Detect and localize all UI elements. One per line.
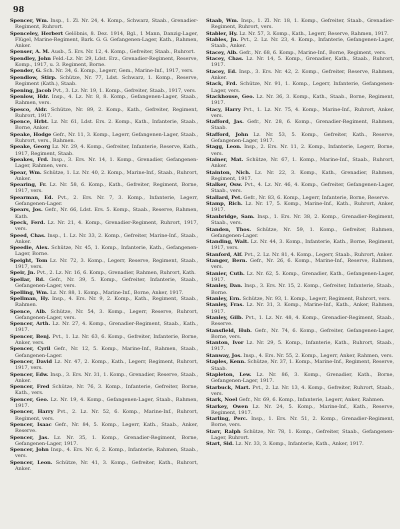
entry-details: Gefr., Nr. 39, 5. Komp., Gefreiter, Infanterie, Staab., Gefangenen-Lager, vers. xyxy=(15,276,198,290)
list-entry xyxy=(10,220,198,232)
entry-name: Stacey, Alb. xyxy=(206,49,238,56)
entry-name: Speedie, Alex. xyxy=(10,245,50,252)
entry-details: Lz. Nr. 19, 4. Komp., Gefangenen-Lager, Staab., Rahmen, 1917. xyxy=(15,396,198,410)
list-entry xyxy=(10,359,198,371)
list-entry xyxy=(10,88,198,94)
list-entry xyxy=(206,328,394,340)
list-entry xyxy=(10,258,198,270)
entry-details: Pvt., 1. Lz. Nr. 63, 6. Komp., Gefreiter, Infanterie, Borne, Anker, vers. xyxy=(15,333,198,346)
entry-details: Lz. Nr. 33, 3. Komp., Infanterie, Kath., Anker, 1917. xyxy=(235,441,364,448)
list-entry xyxy=(206,385,394,397)
entry-details: Insp., 1. Ers. Nr. 38, 2. Komp., Grenadier-Regiment, Staab., vers. xyxy=(211,213,394,227)
list-entry xyxy=(206,69,394,81)
entry-details: Insp., 1. Ers. Nr. 51, 2. Komp., Grenadier-Regiment, Borne, vers. xyxy=(211,416,394,429)
entry-details: Lz. Nr. 35, 1. Komp., Grenadier-Regiment, Borne, Gefangenen-Lager, 1917. xyxy=(15,434,198,447)
entry-name: Spencer, Harry xyxy=(10,409,54,416)
entry-name: Starling, Perc. xyxy=(206,416,248,423)
entry-name: Spellman, Hy. xyxy=(10,296,50,302)
entry-details: Pvt., 2. Ers. Nr. 7, 3. Komp., Infanterie, Legerr, Gefangenen-Lager. xyxy=(15,194,198,207)
entry-name: Speight, Tom xyxy=(10,257,48,264)
entry-name: Speir, Jn. xyxy=(10,270,36,277)
entry-name: Spendlow, Stirp. xyxy=(10,74,57,81)
entry-name: Speakes, Frd. xyxy=(10,157,49,163)
entry-details: Lz. Nr. 57, 3. Komp., Kath., Legerr, Reserve, Rahmen, 1917. xyxy=(239,30,389,37)
list-entry xyxy=(10,447,198,459)
entry-details: Pvt., 1. Lz. Nr. 48, 4. Komp., Grenadier-Regiment, Staab., Reserve. xyxy=(211,315,394,328)
entry-details: Insp., 4. Ers. Nr. 6, 2. Komp., Infanterie, Rahmen, Staab., vers. xyxy=(15,447,198,460)
entry-name: Stanway, Jos. xyxy=(206,352,242,359)
right-column xyxy=(206,18,394,526)
list-entry xyxy=(10,195,198,207)
entry-name: Spence, Hrbt. xyxy=(10,119,49,126)
list-entry xyxy=(206,397,394,403)
list-entry xyxy=(206,441,394,447)
entry-details: Feld.-Lz. Nr. 29, Ldst. Erz., Grenadier-Regiment, Reserve, Komp., 1917, u. 3. Regiment, Borne. xyxy=(15,55,198,68)
entry-name: Stanley, Fras. xyxy=(206,302,244,309)
list-entry xyxy=(10,182,198,194)
entry-name: Spencer, Cyril xyxy=(10,346,51,353)
entry-name: Stanbridge, Sam. xyxy=(206,213,255,220)
list-entry xyxy=(10,49,198,55)
entry-name: Speed, Chas. xyxy=(10,232,46,239)
entry-details: Insp., 2. Ers. Nr. 11, 2. Komp., Infanterie, Legerr, Borne, vers. xyxy=(211,144,394,157)
list-entry xyxy=(206,31,394,37)
entry-name: Stamp, Rich. xyxy=(206,201,243,208)
entry-name: Stabler, Hy. xyxy=(206,30,238,37)
entry-name: Stansfield, Hub. xyxy=(206,327,252,334)
entry-name: Spesco, Aldr. xyxy=(10,106,48,113)
entry-details: Lz. Nr. 29, 5. Komp., Infanterie, Kath., Ruhrort, Staab., 1917. xyxy=(211,340,394,353)
entry-name: Spening, Jacob xyxy=(10,87,52,94)
entry-name: Spencer, Fred xyxy=(10,384,50,391)
entry-name: Start, Sid. xyxy=(206,441,234,448)
entry-details: Pvt., 2. Lz. Nr. 52, 6. Komp., Marine-Inf., Ruhrort, Regiment, vers. xyxy=(15,409,198,422)
entry-name: Stafford, John xyxy=(206,131,249,138)
entry-name: Speake, Georg xyxy=(10,144,51,151)
entry-details: Insp., 4. Lz. Nr. 8, 8. Komp., Gefangenen-Lager, Staab., Rahmen, vers. xyxy=(15,93,198,107)
list-entry xyxy=(206,50,394,56)
entry-name: Stacey, Ed. xyxy=(206,68,237,75)
entry-name: Spencer, David xyxy=(10,359,52,366)
entry-details: Lz. Nr. 86, 3. Komp., Grenadier, Kath., Borne, Gefangenen-Lager, 1917. xyxy=(211,371,394,385)
list-entry xyxy=(206,182,394,194)
entry-name: Spenlow, Hdr. xyxy=(10,93,50,100)
entry-name: Stanger, Bern. xyxy=(206,258,248,265)
entry-details: Lz. Nr. 27, 4. Komp., Grenadier-Regiment, Staab., Kath., 1917. xyxy=(15,321,198,334)
entry-name: Speake, Hodge xyxy=(10,131,52,138)
list-entry xyxy=(206,302,394,314)
list-entry xyxy=(10,372,198,384)
entry-details: Pvt., 3. Lz. Nr. 19, 1. Komp., Gefreiter, Staab., 1917, vers. xyxy=(52,87,197,94)
entry-name: Stacey, Chas. xyxy=(206,56,244,63)
list-entry xyxy=(206,214,394,226)
entry-name: Staples, Kenn. xyxy=(206,359,246,366)
list-entry xyxy=(206,227,394,239)
entry-details: Schütze, Nr. 76, 3. Komp., Infanterie, Gefreiter, Borne, Kath., vers. xyxy=(15,384,198,397)
list-entry xyxy=(10,397,198,409)
entry-name: Spellar, Rd. xyxy=(10,276,45,283)
entry-name: Stalker, Osw. xyxy=(206,182,243,189)
entry-details: Gelöbnis, 8. Dez. 1914, Bgl., 1 Mann, Danzig-Lager, Flügel, Marine-Regiment, Bark. G. G. Gefangenen-Lager, Kath., Rahmen, Anker. xyxy=(15,30,198,49)
entry-details: Insp., 1. Zl. Nr. 18, 1. Komp., Gefreiter, Staab., Grenadier-Regiment, Ruhrort, vers. xyxy=(211,18,394,31)
entry-details: Insp., 1. Lz. Nr. 33, 2. Komp., Gefreiter, Marine-Inf., Staab., Anker. xyxy=(15,232,198,245)
list-entry xyxy=(206,239,394,251)
entry-name: Stack, Frd. xyxy=(206,81,238,88)
entry-details: Gefr., Nr. 69, 6. Komp., Infanterie, Legerr, Anker, Rahmen. xyxy=(238,397,385,404)
entry-details: Lz. Nr. 21, 4. Komp., Grenadier-Regiment, Ruhrort, 1917, vers. xyxy=(15,220,198,233)
list-entry xyxy=(206,258,394,270)
entry-name: Stanley, Dan. xyxy=(206,283,243,290)
list-entry xyxy=(206,107,394,119)
entry-name: Spearing, Fr. xyxy=(10,182,47,189)
entry-name: Spelling, Wm. xyxy=(10,289,49,296)
entry-details: Insp., 3. Ers. Nr. 15, 2. Komp., Gefreiter, Infanterie, Staab., Borne. xyxy=(211,283,394,296)
entry-details: Gefr., Nr. 66, Ldst. Ers. 5. Komp., Staab., Reserve, Rahmen, Kath. xyxy=(15,207,198,220)
entry-details: Lz. Nr. 58, 6. Komp., Kath., Gefreiter, Regiment, Borne, 1917, vers. xyxy=(15,182,198,195)
list-entry xyxy=(206,252,394,258)
entry-details: Schütze, Nr. 67, 1. Komp., Marine-Inf., Staab., Ruhrort, Anker. xyxy=(211,157,394,170)
entry-details: Pvt., 4. Lz. Nr. 46, 4. Komp., Gefreiter, Gefangenen-Lager, Staab., vers. xyxy=(211,182,394,195)
list-entry xyxy=(206,195,394,201)
entry-details: Schütze, Nr. 45, 1. Komp., Infanterie, Kath., Gefangenen-Lager, Borne. xyxy=(15,245,198,258)
list-entry xyxy=(10,56,198,68)
entry-details: Lz. Nr. 29, 4. Komp., Gefreiter, Infanterie, Reserve, Kath., 1917, Regiment, Staab. xyxy=(15,144,198,157)
entry-name: Spencer, Jas. xyxy=(10,434,49,441)
list-entry xyxy=(10,107,198,119)
list-entry xyxy=(10,68,198,74)
entry-details: Sch. Nr. 34, 6. Komp., Legerr, Gem., Marine-Inf., 1917, vers. xyxy=(43,68,194,75)
entry-details: Insp., 4. Ers. Nr. 55, 2. Komp., Legerr, Anker, Rahmen, vers. xyxy=(243,352,394,359)
list-entry xyxy=(206,283,394,295)
list-entry xyxy=(206,132,394,144)
entry-name: Standing, Walt. xyxy=(206,239,249,246)
list-entry xyxy=(10,144,198,156)
entry-name: Spencer, Edw. xyxy=(10,371,49,378)
entry-details: Lz. Nr. 36, 3. Komp., Kath., Staab., Borne, Regiment, 1917. xyxy=(211,93,394,107)
entry-name: Spenceley, Herbert xyxy=(10,30,63,37)
entry-details: Schütze, Nr. 77, Ldst. Schwarz, 1. Komp., Reserve, Regiment (Kath.), Staab. xyxy=(15,74,198,88)
list-entry xyxy=(206,416,394,428)
list-entry xyxy=(10,170,198,182)
entry-name: Stables, Jn. xyxy=(206,37,239,44)
entry-details: Lz. Nr. 22, 3. Komp., Kath., Grenadier, Rahmen, Regiment, 1917. xyxy=(211,169,394,182)
list-entry xyxy=(206,37,394,49)
list-entry xyxy=(206,372,394,384)
list-entry xyxy=(10,321,198,333)
entry-name: Stackhouse, Geo. xyxy=(206,93,255,100)
list-entry xyxy=(206,94,394,106)
entry-details: Schütze, Nr. 37, 1. Komp., Marine-Inf., Regiment, Reserve, Staab. xyxy=(211,359,394,372)
entry-name: Stagg, Leon. xyxy=(206,144,242,151)
entry-details: Pvt., 2. Lz. Nr. 16, 6. Komp., Grenadier, Rahmen, Ruhrort, Kath. xyxy=(36,270,196,277)
entry-details: Lz. Nr. 72, 3. Komp., Legerr, Reserve, Regiment, Staab., 1917, vers. xyxy=(15,257,198,271)
list-entry xyxy=(206,18,394,30)
entry-name: Spears, Jos. xyxy=(10,207,43,214)
entry-details: Insp., 3. Ers. Nr. 42, 2. Komp., Gefreiter, Reserve, Rahmen, Anker. xyxy=(211,68,394,81)
entry-details: Ausb., 5. Ers. Nr. 12, 4. Komp., Gefreiter, Staab., Ruhrort. xyxy=(51,49,195,56)
entry-name: Spear, Wm. xyxy=(10,169,42,176)
entry-details: Lz. Nr. 17, 5. Komp., Marine-Inf., Kath., Ruhrort, Anker, 1917. xyxy=(211,201,394,214)
left-column xyxy=(10,18,198,526)
list-entry xyxy=(206,359,394,371)
list-entry xyxy=(10,157,198,169)
list-entry xyxy=(10,435,198,447)
entry-details: Insp., 3. Ers. Nr. 14, 1. Komp., Grenadier, Gefangenen-Lager, Rahmen, vers. xyxy=(15,157,198,170)
entry-name: Stanton, Ivor xyxy=(206,340,244,347)
entry-name: Starkey, Owen xyxy=(206,403,249,410)
entry-details: Schütze, Nr. 54, 3. Komp., Legerr, Reserve, Ruhrort, Gefangenen-Lager, vers. xyxy=(15,308,198,321)
entry-name: Stafford, Jas. xyxy=(206,119,244,126)
list-entry xyxy=(10,270,198,276)
list-entry xyxy=(10,290,198,296)
entry-name: Staab, Wm. xyxy=(206,18,239,24)
list-entry xyxy=(10,296,198,308)
entry-name: Starr, Ralph xyxy=(206,428,241,435)
entry-name: Stallard, Pet. xyxy=(206,194,242,201)
entry-details: Insp., 1. Zl. Nr. 24, 4. Komp., Schwarz, Staab., Grenadier-Regiment, Ruhrort. xyxy=(15,18,198,31)
entry-name: Spenser, A. M. xyxy=(10,49,50,56)
entry-name: Spender, G. xyxy=(10,68,42,75)
list-entry xyxy=(206,271,394,283)
entry-details: Gefr., Nr. 68, 6. Komp., Marine-Inf., Borne, Regiment, vers. xyxy=(239,49,387,56)
list-entry xyxy=(206,315,394,327)
list-entry xyxy=(10,31,198,49)
entry-details: Gefr., Nr. 12, 5. Komp., Marine-Inf., Rahmen, Staab., Gefangenen-Lager. xyxy=(15,346,198,359)
entry-details: Lz. Nr. 44, 3. Komp., Infanterie, Kath., Borne, Regiment, 1917, vers. xyxy=(211,239,394,252)
entry-name: Stainton, Nich. xyxy=(206,169,251,176)
entry-name: Spencer, Leon. xyxy=(10,459,53,466)
entry-name: Spencer, John xyxy=(10,447,49,454)
list-entry xyxy=(206,170,394,182)
entry-details: Schütze, 1. Lz. Nr. 40, 2. Komp., Marine-Inf., Staab., Ruhrort, Anker. xyxy=(15,169,198,182)
entry-name: Stanford, Alf. xyxy=(206,251,243,258)
list-entry xyxy=(10,75,198,87)
list-entry xyxy=(10,460,198,472)
entry-details: Gefr., Nr. 11, 3. Komp., Legerr, Gefangenen-Lager, Staab., Ruhrort, vers., Rahmen. xyxy=(15,131,198,144)
entry-name: Speck, Ferd. xyxy=(10,220,46,227)
list-entry xyxy=(206,56,394,68)
entry-details: Pvt., 2. Lz. Nr. 23, 4. Komp., Infanterie, Gefangenen-Lager, Staab., Anker. xyxy=(211,37,394,50)
entry-details: Schütze, Nr. 41, 3. Komp., Gefreiter, Kath., Ruhrort, Anker. xyxy=(15,459,198,473)
entry-name: Starbuck, Mart. xyxy=(206,384,251,391)
entry-name: Spencer, Benj. xyxy=(10,333,51,340)
entry-name: Stacy, Harry xyxy=(206,106,241,113)
list-entry xyxy=(10,422,198,434)
entry-details: Schütze, Nr. 89, 2. Komp., Kath., Gefreiter, Regiment, Ruhrort, 1917. xyxy=(15,106,198,119)
entry-details: Gefr., Nr. 83, 6. Komp., Legerr, Infanterie, Borne, Reserve. xyxy=(243,194,390,201)
list-entry xyxy=(10,207,198,219)
entry-details: Schütze, Nr. 59, 1. Komp., Gefreiter, Rahmen, Gefangenen-Lager. xyxy=(211,226,394,239)
list-entry xyxy=(206,353,394,359)
list-entry xyxy=(10,334,198,346)
list-entry xyxy=(206,144,394,156)
list-entry xyxy=(10,233,198,245)
entry-details: Gefr., Nr. 84, 5. Komp., Legerr, Kath., Staab., Anker, Reserve. xyxy=(15,422,198,435)
entry-name: Spencer, Isaac xyxy=(10,422,52,429)
list-entry xyxy=(206,201,394,213)
list-entry xyxy=(10,309,198,321)
entry-details: Gefr., Nr. 74, 6. Komp., Gefreiter, Gefangenen-Lager, Borne, vers. xyxy=(211,327,394,340)
entry-name: Spence, Alb. xyxy=(10,308,47,315)
entry-name: Spencer, Wm. xyxy=(10,18,49,24)
entry-details: Insp., 3. Ers. Nr. 31, 1. Komp., Grenadier, Reserve, Staab., Anker. xyxy=(15,371,198,384)
entry-name: Spendley, John xyxy=(10,55,51,62)
entry-details: Schütze, Nr. 93, 1. Komp., Legerr, Regiment, Ruhrort, vers. xyxy=(242,296,391,302)
entry-name: Stark, Noel xyxy=(206,397,238,404)
entry-details: Lz. Nr. 88, 1. Komp., Marine-Inf., Borne, Anker, 1917. xyxy=(50,289,184,296)
list-entry xyxy=(206,296,394,302)
entry-details: Pvt., 2. Lz. Nr. 13, 4. Komp., Gefreiter, Ruhrort, Staab., vers. xyxy=(211,384,394,397)
list-entry xyxy=(10,18,198,30)
entry-details: Insp., 4. Ers. Nr. 9, 2. Komp., Kath., Regiment, Staab., Rahmen. xyxy=(15,296,198,309)
list-entry xyxy=(206,157,394,169)
entry-details: Lz. Nr. 47, 2. Komp., Kath., Legerr, Regiment, Ruhrort, 1917, vers. xyxy=(15,359,198,372)
entry-details: Lz. Nr. 24, 5. Komp., Marine-Inf., Kath., Reserve, Regiment, 1917. xyxy=(211,403,394,416)
entry-name: Spearman, Ed. xyxy=(10,194,54,201)
entry-details: Pvt., 2. Lz. Nr. 81, 4. Komp., Legerr, Staab., Ruhrort, Anker. xyxy=(244,251,393,258)
entry-details: Schütze, Nr. 91, 1. Komp., Legerr, Infanterie, Gefangenen-Lager, vers. xyxy=(211,81,394,94)
list-entry xyxy=(10,277,198,289)
list-entry xyxy=(206,119,394,131)
entry-details: Lz. Nr. 53, 5. Komp., Gefreiter, Kath., Reserve, Gefangenen-Lager, 1917. xyxy=(211,131,394,144)
list-entry xyxy=(10,409,198,421)
entry-name: Stapleton, Lew. xyxy=(206,371,252,378)
list-entry xyxy=(10,346,198,358)
list-entry xyxy=(10,119,198,131)
entry-details: Lz. Nr. 62, 5. Komp., Grenadier, Kath., Gefangenen-Lager, 1917. xyxy=(211,270,394,283)
list-entry xyxy=(10,132,198,144)
page-number: 98 xyxy=(13,4,25,14)
entry-name: Stanier, Cuth. xyxy=(206,270,245,277)
entry-details: Gefr., Nr. 26, 6. Komp., Marine-Inf., Reserve, Rahmen, vers. xyxy=(211,258,394,271)
entry-name: Spencer, Arth. xyxy=(10,321,51,328)
list-entry xyxy=(10,384,198,396)
entry-name: Stanley, Ern. xyxy=(206,296,241,302)
list-entry xyxy=(206,404,394,416)
entry-name: Stainer, Mat. xyxy=(206,157,244,163)
entry-name: Stanley, Gilb. xyxy=(206,315,244,322)
list-entry xyxy=(10,94,198,106)
entry-details: Pvt., 1. Lz. Nr. 75, 4. Komp., Marine-Inf., Ruhrort, Anker, vers. xyxy=(211,106,394,119)
list-entry xyxy=(206,81,394,93)
entry-name: Standen, Thos. xyxy=(206,226,252,233)
entry-details: Gefr., Nr. 28, 6. Komp., Grenadier-Regiment, Rahmen, Staab. xyxy=(211,119,394,132)
entry-details: Lz. Nr. 31, 3. Komp., Marine-Inf., Kath., Anker, Rahmen, 1917. xyxy=(211,302,394,315)
entry-name: Spencer, Geo. xyxy=(10,396,49,403)
list-entry xyxy=(10,245,198,257)
list-entry xyxy=(206,429,394,441)
entry-details: Lz. Nr. 14, 5. Komp., Grenadier, Kath., Staab., Ruhrort, 1917. xyxy=(211,56,394,69)
entry-details: Schütze, Nr. 78, 1. Komp., Gefreiter, Staab., Gefangenen-Lager, Ruhrort. xyxy=(211,428,394,441)
list-entry xyxy=(206,340,394,352)
entry-details: Lz. Nr. 61, Ldst. Ers. 2. Komp., Kath., Infanterie, Staab., Borne, Anker. xyxy=(15,119,198,132)
